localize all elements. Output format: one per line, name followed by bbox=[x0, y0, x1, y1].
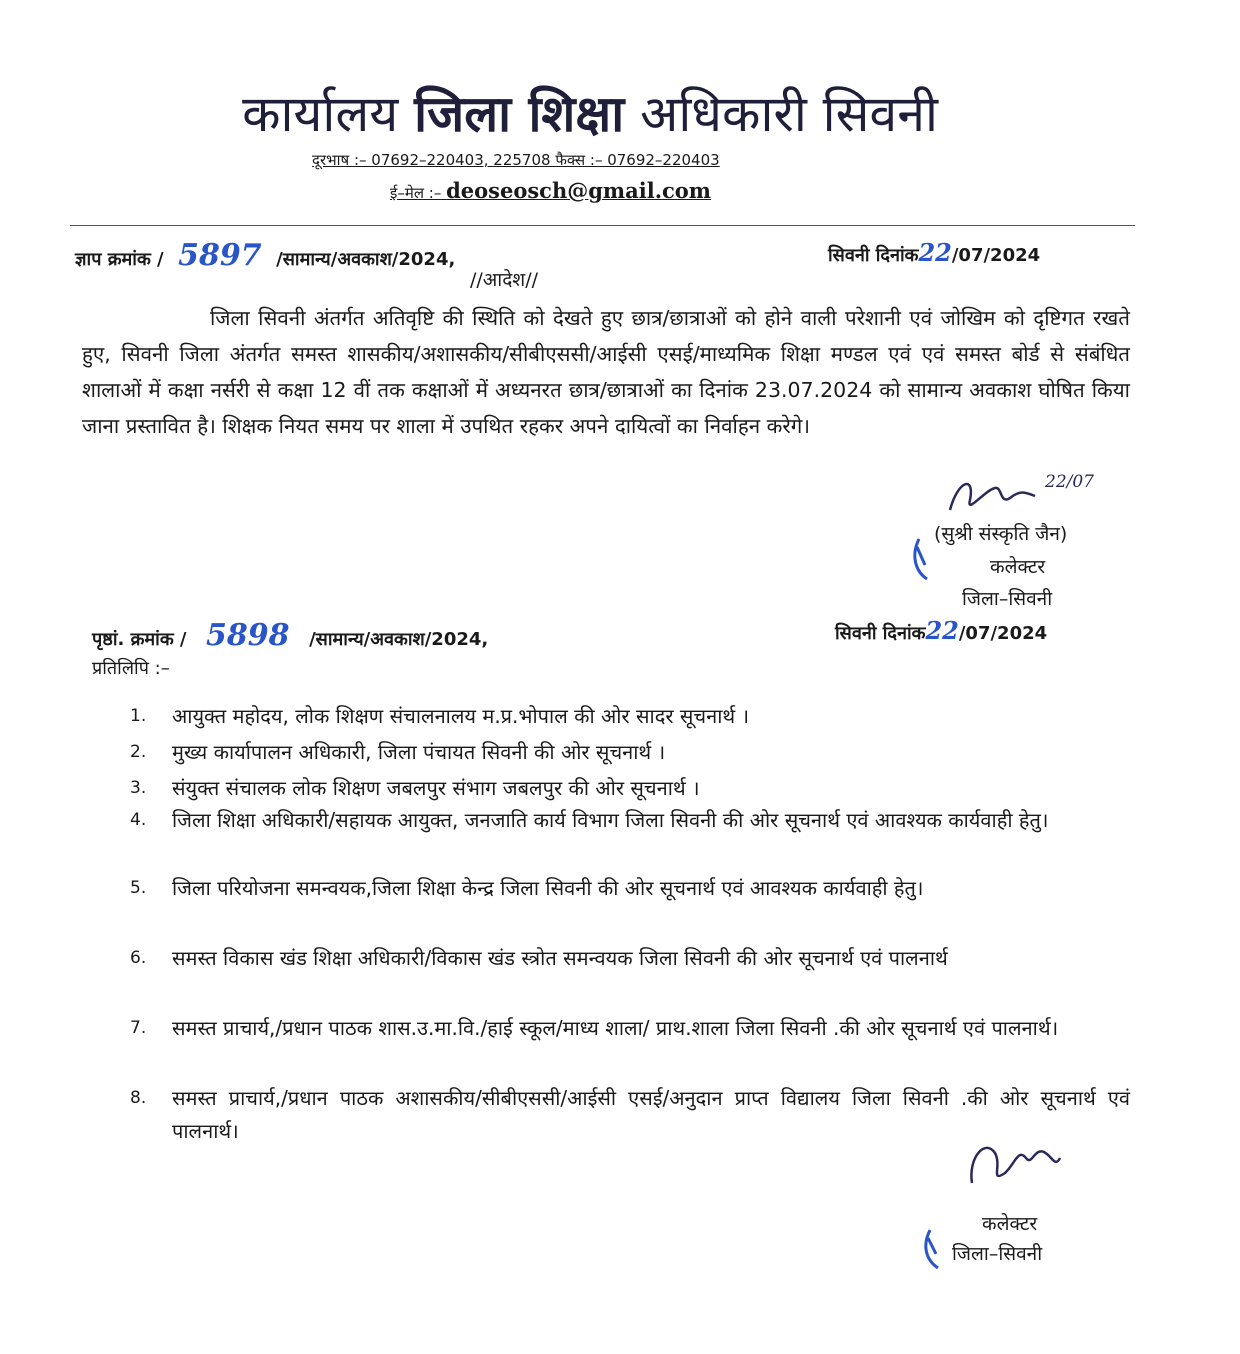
list-item: 5. जिला परियोजना समन्वयक,जिला शिक्षा केन्द्र जिला सिवनी की ओर सूचनार्थ एवं आवश्यक कार्यवाही हेतु। bbox=[130, 876, 924, 900]
signatory-office: जिला–सिवनी bbox=[962, 588, 1053, 610]
email-line: ई–मेल :– deoseosch@gmail.com bbox=[390, 178, 712, 203]
email-address[interactable]: deoseosch@gmail.com bbox=[446, 178, 712, 203]
office-title: कार्यालय जिला शिक्षा अधिकारी सिवनी bbox=[242, 85, 938, 143]
order-date: सिवनी दिनांक22/07/2024 bbox=[828, 238, 1041, 267]
signatory-name: (सुश्री संस्कृति जैन) bbox=[934, 523, 1068, 545]
signature-date: 22/07 bbox=[1045, 472, 1094, 492]
list-item: 1. आयुक्त महोदय, लोक शिक्षण संचालनालय म.प्र.भोपाल की ओर सादर सूचनार्थ । bbox=[130, 704, 750, 728]
list-item: 4. जिला शिक्षा अधिकारी/सहायक आयुक्त, जनजाति कार्य विभाग जिला सिवनी की ओर सूचनार्थ एवं आवश्यक कार्यवाही हेतु। bbox=[130, 808, 1049, 832]
signatory2-office: जिला–सिवनी bbox=[952, 1243, 1043, 1265]
pen-initial-mark bbox=[905, 535, 935, 585]
order-ref-number: 5897 bbox=[178, 238, 262, 273]
copy-ref: पृष्ठां. क्रमांक / 5898 /सामान्य/अवकाश/2024, bbox=[92, 618, 489, 653]
signatory-designation: कलेक्टर bbox=[990, 556, 1046, 578]
phone-line: दूरभाष :– 07692–220403, 225708 फैक्स :– 07692–220403 bbox=[312, 151, 720, 169]
copy-ref-number: 5898 bbox=[206, 618, 290, 653]
order-date-day: 22 bbox=[918, 238, 952, 267]
order-heading: //आदेश// bbox=[470, 269, 539, 291]
list-item: 7. समस्त प्राचार्य,/प्रधान पाठक शास.उ.मा.वि./हाई स्कूल/माध्य शाला/ प्राथ.शाला जिला सिवनी .की ओर सूचनार्थ एवं पालनार्थ। bbox=[130, 1016, 1059, 1040]
copy-date-day: 22 bbox=[925, 616, 959, 645]
list-item: 3. संयुक्त संचालक लोक शिक्षण जबलपुर संभाग जबलपुर की ओर सूचनार्थ । bbox=[130, 776, 700, 800]
list-item: 8. समस्त प्राचार्य,/प्रधान पाठक अशासकीय/सीबीएससी/आईसी एसई/अनुदान प्राप्त विद्यालय जिला सिवनी .की ओर सूचनार्थ एवं पालनार्थ। bbox=[130, 1086, 1130, 1143]
signature-mark-2 bbox=[960, 1128, 1070, 1198]
list-item: 6. समस्त विकास खंड शिक्षा अधिकारी/विकास खंड स्त्रोत समन्वयक जिला सिवनी की ओर सूचनार्थ एवं पालनार्थ bbox=[130, 946, 948, 970]
list-item: 2. मुख्य कार्यापालन अधिकारी, जिला पंचायत सिवनी की ओर सूचनार्थ । bbox=[130, 740, 666, 764]
header-divider bbox=[70, 225, 1135, 226]
copy-date: सिवनी दिनांक22/07/2024 bbox=[835, 616, 1048, 645]
copy-heading: प्रतिलिपि :– bbox=[92, 658, 170, 679]
pen-initial-mark-2 bbox=[916, 1226, 946, 1274]
order-ref: ज्ञाप क्रमांक / 5897 /सामान्य/अवकाश/2024, bbox=[75, 238, 456, 273]
order-body: जिला सिवनी अंतर्गत अतिवृष्टि की स्थिति को देखते हुए छात्र/छात्राओं को होने वाली परेशानी एवं जोखिम को दृष्टिगत रखते हुए, सिवनी जिला अंतर्गत समस्त शासकीय/अशासकीय/सीबीएससी/आईसी एसई/माध्यमिक शिक्षा मण्डल एवं एवं समस्त बोर्ड से संबंधित शालाओं में कक्षा नर्सरी से कक्षा 12 वीं तक कक्षाओं में अध्यनरत छात्र/छात्राओं का दिनांक 23.07.2024 को सामान्य अवकाश घोषित किया जाना प्रस्तावित है। शिक्षक नियत समय पर शाला में उपथित रहकर अपने दायित्वों का निर्वाहन करेगे। bbox=[82, 306, 1130, 438]
signatory2-designation: कलेक्टर bbox=[982, 1213, 1038, 1235]
office-title-bold: जिला शिक्षा bbox=[414, 85, 625, 143]
